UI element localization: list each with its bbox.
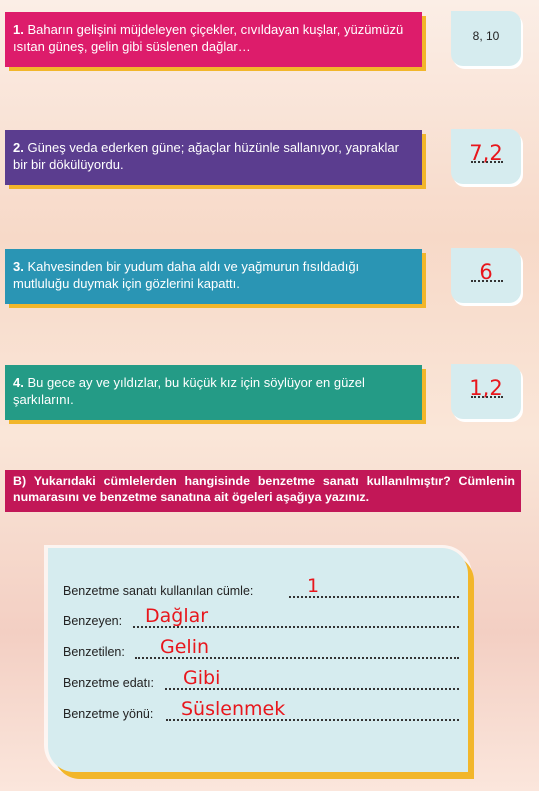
field-label: Benzetme sanatı kullanılan cümle:	[63, 584, 254, 598]
question-box-3	[5, 249, 422, 304]
question-number: 2.	[13, 140, 24, 155]
field-benzeyen[interactable]	[63, 605, 459, 630]
handwritten-answer: Süslenmek	[181, 698, 286, 720]
question-text: Kahvesinden bir yudum daha aldı ve yağmurun fısıldadığı mutluluğu duymak için gözlerini kapattı.	[13, 259, 360, 291]
handwritten-answer: Gelin	[160, 636, 210, 658]
question-number: 4.	[13, 375, 24, 390]
question-number: 1.	[13, 22, 24, 37]
field-label: Benzeyen:	[63, 614, 123, 628]
field-sentence-number[interactable]	[63, 575, 459, 600]
field-label: Benzetme yönü:	[63, 707, 154, 721]
question-text: Bu gece ay ve yıldızlar, bu küçük kız için söylüyor en güzel şarkılarını.	[13, 375, 365, 407]
question-text: Baharın gelişini müjdeleyen çiçekler, cıvıldayan kuşlar, yüzümüzü ısıtan güneş, gelin gibi süslenen dağlar…	[13, 22, 404, 54]
field-benzetme-edati[interactable]	[63, 667, 459, 692]
question-row-1	[0, 12, 539, 92]
question-box-1	[5, 12, 422, 67]
answer-card	[48, 548, 468, 772]
answer-text: 8, 10	[472, 29, 500, 43]
field-benzetilen[interactable]	[63, 636, 459, 661]
answer-box-3[interactable]	[451, 248, 521, 303]
handwritten-answer: Gibi	[183, 667, 221, 689]
field-label: Benzetme edatı:	[63, 676, 155, 690]
handwritten-answer: 6	[479, 260, 493, 284]
handwritten-answer: 1	[307, 575, 320, 597]
handwritten-answer: 7,2	[469, 141, 503, 165]
question-row-2	[0, 130, 539, 210]
question-box-2	[5, 130, 422, 185]
field-label: Benzetilen:	[63, 645, 125, 659]
question-text: Güneş veda ederken güne; ağaçlar hüzünle sallanıyor, yapraklar bir bir dökülüyordu.	[13, 140, 399, 172]
question-box-4	[5, 365, 422, 420]
question-number: 3.	[13, 259, 24, 274]
field-benzetme-yonu[interactable]	[63, 698, 459, 723]
section-b-instruction: B) Yukarıdaki cümlelerden hangisinde benzetme sanatı kullanılmıştır? Cümlenin numarasını ve benzetme sanatına ait ögeleri aşağıya yazınız.	[5, 470, 521, 512]
answer-box-1[interactable]	[451, 11, 521, 66]
handwritten-answer: Dağlar	[145, 605, 209, 627]
answer-box-2[interactable]	[451, 129, 521, 184]
question-row-3	[0, 249, 539, 329]
question-row-4	[0, 365, 539, 445]
answer-box-4[interactable]	[451, 364, 521, 419]
handwritten-answer: 1,2	[469, 376, 503, 400]
